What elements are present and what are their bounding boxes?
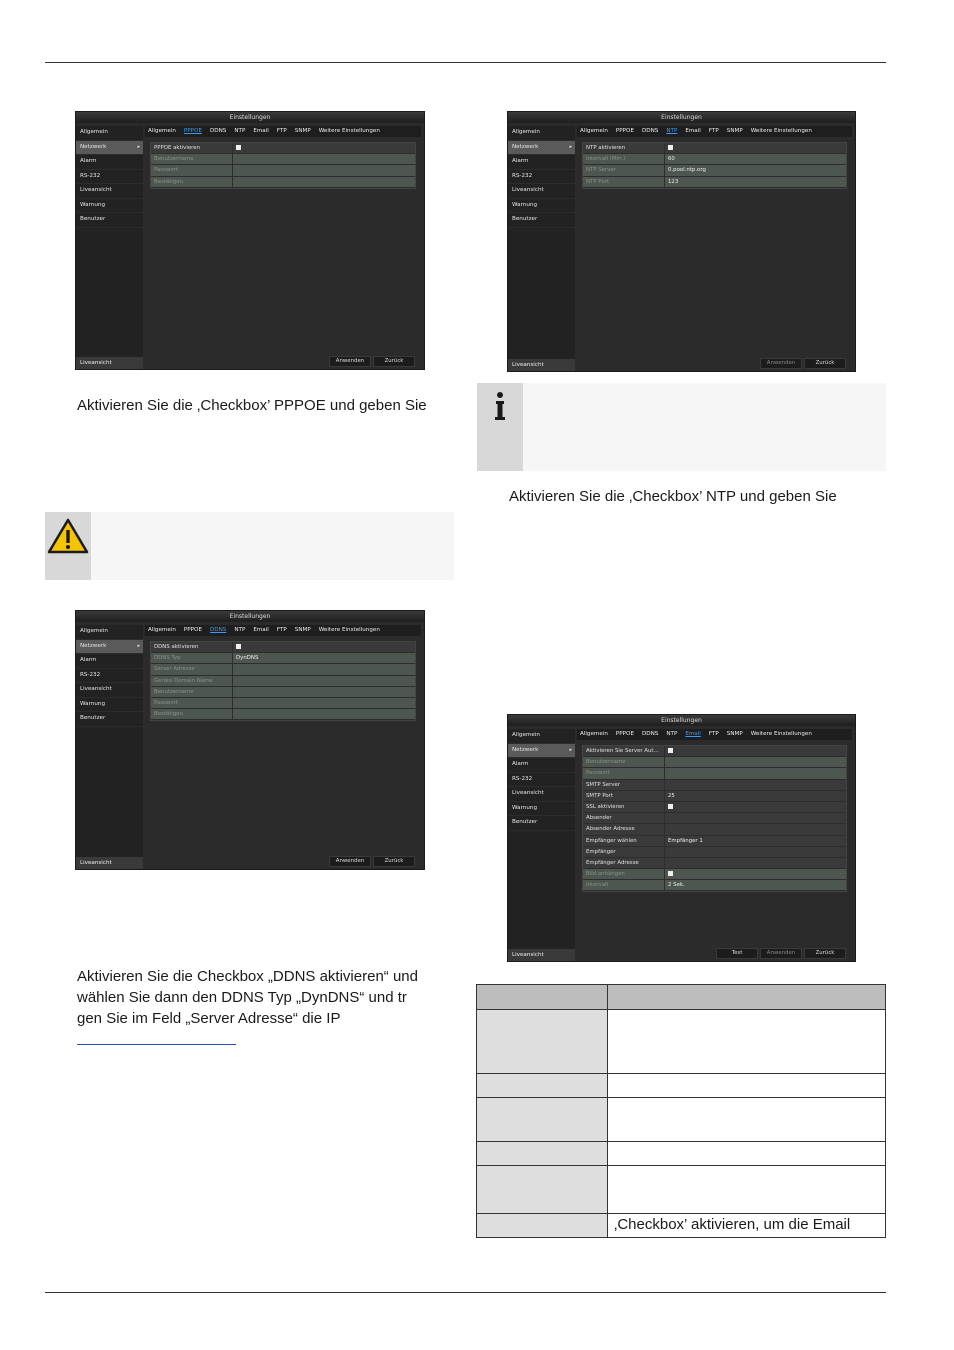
tab[interactable]: DDNS xyxy=(209,128,227,134)
row-label: Passwort xyxy=(151,698,233,708)
sidebar-item[interactable]: Alarm xyxy=(76,155,143,170)
row-label: Bestätigen xyxy=(151,177,233,187)
sidebar-item[interactable]: RS-232 xyxy=(76,170,143,185)
settings-row xyxy=(151,165,415,176)
tab[interactable]: Allgemein xyxy=(580,731,608,737)
row-label: NTP Port xyxy=(583,177,665,187)
row-value[interactable] xyxy=(665,802,846,812)
bottom-rule xyxy=(45,1292,886,1293)
action-button[interactable]: Test xyxy=(716,948,758,959)
settings-row xyxy=(151,653,415,664)
settings-row xyxy=(583,836,846,847)
window-title: Einstellungen xyxy=(76,112,424,123)
row-value[interactable]: DynDNS xyxy=(236,655,259,662)
row-value[interactable] xyxy=(233,143,415,153)
tab[interactable]: Weitere Einstellungen xyxy=(750,128,812,134)
settings-row xyxy=(583,154,846,165)
button-group xyxy=(760,358,846,369)
sidebar-item[interactable]: Allgemein xyxy=(508,729,575,744)
sidebar-item[interactable]: Benutzer xyxy=(508,816,575,831)
settings-row xyxy=(583,813,846,824)
table-row xyxy=(477,1098,886,1142)
row-value[interactable]: Empfänger 1 xyxy=(668,837,703,844)
table-cell xyxy=(477,1074,608,1098)
action-button[interactable]: Anwenden xyxy=(329,856,371,867)
sidebar-item[interactable]: Netzwerk ▸ xyxy=(508,141,575,156)
sidebar-item[interactable]: Netzwerk ▸ xyxy=(76,640,143,655)
table-cell xyxy=(477,1142,608,1166)
action-button[interactable]: Anwenden xyxy=(760,358,802,369)
table-row xyxy=(477,1074,886,1098)
sidebar-item[interactable]: Alarm xyxy=(508,758,575,773)
settings-table xyxy=(476,984,886,1238)
sidebar-item[interactable]: Netzwerk ▸ xyxy=(508,744,575,759)
sidebar-footer-liveansicht[interactable]: Liveansicht xyxy=(508,359,575,371)
tab[interactable]: SNMP xyxy=(294,627,311,633)
settings-row xyxy=(583,858,846,869)
tab[interactable]: DDNS xyxy=(641,128,659,134)
settings-row xyxy=(583,780,846,791)
row-value[interactable] xyxy=(665,813,846,823)
sidebar-item[interactable]: Liveansicht xyxy=(76,184,143,199)
settings-row xyxy=(151,676,415,687)
row-value[interactable] xyxy=(665,768,846,778)
row-label: DDNS aktivieren xyxy=(151,642,233,652)
tab[interactable]: Email xyxy=(253,128,269,134)
settings-panel xyxy=(577,729,852,961)
tab[interactable]: SNMP xyxy=(726,731,743,737)
sidebar-item[interactable]: Liveansicht xyxy=(76,683,143,698)
tab[interactable]: Email xyxy=(253,627,269,633)
tab[interactable]: NTP xyxy=(666,128,678,134)
row-value[interactable]: 60 xyxy=(668,156,675,163)
row-label: Empfänger wählen xyxy=(583,836,665,846)
tab-bar xyxy=(577,729,852,740)
sidebar-item[interactable]: Benutzer xyxy=(76,712,143,727)
tab[interactable]: DDNS xyxy=(209,627,227,633)
settings-row xyxy=(583,824,846,835)
table-cell xyxy=(477,1214,608,1238)
row-value[interactable]: 123 xyxy=(668,178,679,185)
info-icon xyxy=(477,387,523,427)
button-group xyxy=(329,856,415,867)
settings-rows xyxy=(582,745,847,892)
sidebar-item[interactable]: Allgemein xyxy=(76,625,143,640)
settings-panel xyxy=(145,126,421,369)
sidebar-item[interactable]: Liveansicht xyxy=(508,787,575,802)
row-value[interactable] xyxy=(233,177,415,187)
ntp-settings-screenshot xyxy=(507,111,856,372)
settings-panel xyxy=(145,625,421,869)
sidebar-item[interactable]: Allgemein xyxy=(508,126,575,141)
row-value[interactable] xyxy=(665,858,846,868)
settings-panel xyxy=(577,126,852,371)
row-value[interactable] xyxy=(665,746,846,756)
tab[interactable]: NTP xyxy=(234,627,246,633)
tab[interactable]: PPPOE xyxy=(183,128,202,134)
table-cell xyxy=(477,1166,608,1214)
table-cell-last: ‚Checkbox’ aktivieren, um die Email xyxy=(608,1214,886,1238)
sidebar-item[interactable]: Netzwerk ▸ xyxy=(76,141,143,156)
row-label: Absender Adresse xyxy=(583,824,665,834)
row-label: Passwort xyxy=(583,768,665,778)
row-label: Empfänger xyxy=(583,847,665,857)
row-label: Benutzername xyxy=(151,154,233,164)
row-value[interactable]: 0.pool.ntp.org xyxy=(668,167,706,174)
row-label: SMTP Port xyxy=(583,791,665,801)
checkbox[interactable] xyxy=(668,804,673,809)
top-rule xyxy=(45,62,886,63)
sidebar-item[interactable]: Benutzer xyxy=(508,213,575,228)
checkbox[interactable] xyxy=(668,748,673,753)
settings-row xyxy=(151,687,415,698)
action-button[interactable]: Anwenden xyxy=(329,356,371,367)
warning-note xyxy=(45,512,454,580)
row-label: SMTP Server xyxy=(583,780,665,790)
sidebar-item[interactable]: Alarm xyxy=(508,155,575,170)
sidebar-footer-liveansicht[interactable]: Liveansicht xyxy=(76,357,143,369)
settings-row xyxy=(583,791,846,802)
row-label: DDNS Typ xyxy=(151,653,233,663)
sidebar-item[interactable]: Warnung xyxy=(76,698,143,713)
sidebar-item[interactable]: RS-232 xyxy=(76,669,143,684)
row-label: Bild anhängen xyxy=(583,869,665,879)
tab-bar xyxy=(145,625,421,636)
table-header-cell xyxy=(477,985,608,1010)
sidebar-item[interactable]: RS-232 xyxy=(508,170,575,185)
table-cell xyxy=(608,1166,886,1214)
row-value[interactable] xyxy=(233,687,415,697)
tab[interactable]: Email xyxy=(685,731,701,737)
row-label: Benutzername xyxy=(583,757,665,767)
window-title: Einstellungen xyxy=(508,715,855,726)
button-group xyxy=(716,948,846,959)
tab-bar xyxy=(577,126,852,137)
settings-row xyxy=(151,709,415,720)
settings-rows xyxy=(582,142,847,189)
tab[interactable]: PPPOE xyxy=(183,627,202,633)
row-label: Passwort xyxy=(151,165,233,175)
settings-row xyxy=(583,847,846,858)
tab[interactable]: Allgemein xyxy=(148,128,176,134)
settings-row xyxy=(583,746,846,757)
ddns-instruction-line2: wählen Sie dann den DDNS Typ „DynDNS“ und tr xyxy=(77,989,407,1006)
row-label: Server Adresse xyxy=(151,664,233,674)
row-label: Absender xyxy=(583,813,665,823)
sidebar-item[interactable]: Alarm xyxy=(76,654,143,669)
link-underline[interactable] xyxy=(77,1044,236,1045)
tab[interactable]: PPPOE xyxy=(615,731,634,737)
warning-icon xyxy=(45,516,91,556)
sidebar xyxy=(76,126,143,369)
table-cell xyxy=(608,1074,886,1098)
tab[interactable]: Weitere Einstellungen xyxy=(318,128,380,134)
tab[interactable]: NTP xyxy=(234,128,246,134)
tab[interactable]: Allgemein xyxy=(580,128,608,134)
settings-row xyxy=(583,165,846,176)
action-button[interactable]: Zurück xyxy=(373,856,415,867)
table-header-row xyxy=(477,985,886,1010)
row-label: NTP Server xyxy=(583,165,665,175)
table-header-cell xyxy=(608,985,886,1010)
sidebar-footer-liveansicht[interactable]: Liveansicht xyxy=(508,949,575,961)
table-cell xyxy=(608,1010,886,1074)
info-note xyxy=(477,383,886,471)
table-row xyxy=(477,1214,886,1238)
row-label: Bestätigen xyxy=(151,709,233,719)
sidebar-footer-liveansicht[interactable]: Liveansicht xyxy=(76,857,143,869)
row-value[interactable]: 25 xyxy=(668,792,675,799)
settings-rows xyxy=(150,641,416,721)
settings-row xyxy=(583,177,846,188)
settings-row xyxy=(583,802,846,813)
settings-row xyxy=(151,177,415,188)
tab[interactable]: Email xyxy=(685,128,701,134)
row-value[interactable] xyxy=(233,165,415,175)
table-cell xyxy=(477,1010,608,1074)
ddns-settings-screenshot xyxy=(75,610,425,870)
row-label: NTP aktivieren xyxy=(583,143,665,153)
row-label: Intervall (Min.) xyxy=(583,154,665,164)
checkbox[interactable] xyxy=(236,145,241,150)
checkbox[interactable] xyxy=(668,871,673,876)
row-value[interactable] xyxy=(233,709,415,719)
settings-row xyxy=(151,642,415,653)
row-label: Aktivieren Sie Server Aut... xyxy=(583,746,665,756)
sidebar-item[interactable]: RS-232 xyxy=(508,773,575,788)
row-label: Empfänger Adresse xyxy=(583,858,665,868)
row-value[interactable] xyxy=(665,824,846,834)
tab[interactable]: PPPOE xyxy=(615,128,634,134)
action-button[interactable]: Zurück xyxy=(804,358,846,369)
row-label: Benutzername xyxy=(151,687,233,697)
tab[interactable]: FTP xyxy=(276,128,287,134)
tab[interactable]: FTP xyxy=(708,731,719,737)
tab[interactable]: Allgemein xyxy=(148,627,176,633)
button-group xyxy=(329,356,415,367)
settings-rows xyxy=(150,142,416,189)
settings-row xyxy=(583,768,846,779)
row-label: SSL aktivieren xyxy=(583,802,665,812)
sidebar-item[interactable]: Warnung xyxy=(508,199,575,214)
settings-row xyxy=(583,757,846,768)
tab-bar xyxy=(145,126,421,137)
table-cell xyxy=(608,1142,886,1166)
row-value[interactable] xyxy=(665,847,846,857)
info-icon-box xyxy=(477,383,523,471)
table-row xyxy=(477,1142,886,1166)
table-cell xyxy=(608,1098,886,1142)
row-label: PPPOE aktivieren xyxy=(151,143,233,153)
table-row xyxy=(477,1166,886,1214)
checkbox[interactable] xyxy=(668,145,673,150)
checkbox[interactable] xyxy=(236,644,241,649)
action-button[interactable]: Zurück xyxy=(804,948,846,959)
table-cell xyxy=(477,1098,608,1142)
row-value[interactable]: 2 Sek. xyxy=(668,882,685,889)
settings-row xyxy=(583,869,846,880)
row-value[interactable] xyxy=(233,154,415,164)
tab[interactable]: FTP xyxy=(276,627,287,633)
pppoe-settings-screenshot xyxy=(75,111,425,370)
tab[interactable]: NTP xyxy=(666,731,678,737)
action-button[interactable]: Zurück xyxy=(373,356,415,367)
table-row xyxy=(477,1010,886,1074)
sidebar-item[interactable]: Benutzer xyxy=(76,213,143,228)
sidebar-item[interactable]: Warnung xyxy=(76,199,143,214)
row-value[interactable] xyxy=(233,664,415,674)
tab[interactable]: SNMP xyxy=(726,128,743,134)
action-button[interactable]: Anwenden xyxy=(760,948,802,959)
ntp-instruction: Aktivieren Sie die ‚Checkbox’ NTP und geben Sie xyxy=(509,488,837,505)
window-title: Einstellungen xyxy=(76,611,424,622)
window-title: Einstellungen xyxy=(508,112,855,123)
tab[interactable]: DDNS xyxy=(641,731,659,737)
ddns-instruction-line3: gen Sie im Feld „Server Adresse“ die IP xyxy=(77,1010,341,1027)
row-value[interactable] xyxy=(665,757,846,767)
row-label: Intervall xyxy=(583,880,665,890)
sidebar xyxy=(508,729,575,961)
row-value[interactable] xyxy=(665,143,846,153)
settings-row xyxy=(151,698,415,709)
sidebar xyxy=(76,625,143,869)
row-value[interactable] xyxy=(233,698,415,708)
row-value[interactable] xyxy=(665,869,846,879)
settings-row xyxy=(583,143,846,154)
tab[interactable]: Weitere Einstellungen xyxy=(318,627,380,633)
settings-row xyxy=(583,880,846,891)
tab[interactable]: FTP xyxy=(708,128,719,134)
row-value[interactable] xyxy=(233,676,415,686)
pppoe-instruction: Aktivieren Sie die ‚Checkbox’ PPPOE und geben Sie xyxy=(77,397,427,414)
email-settings-screenshot xyxy=(507,714,856,962)
sidebar-item[interactable]: Allgemein xyxy=(76,126,143,141)
sidebar-item[interactable]: Warnung xyxy=(508,802,575,817)
row-value[interactable] xyxy=(233,642,415,652)
ddns-instruction-line1: Aktivieren Sie die Checkbox „DDNS aktivieren“ und xyxy=(77,968,418,985)
row-label: Geräte Domain Name xyxy=(151,676,233,686)
warning-icon-box xyxy=(45,512,91,580)
tab[interactable]: Weitere Einstellungen xyxy=(750,731,812,737)
row-value[interactable] xyxy=(665,780,846,790)
settings-row xyxy=(151,143,415,154)
settings-row xyxy=(151,154,415,165)
sidebar xyxy=(508,126,575,371)
sidebar-item[interactable]: Liveansicht xyxy=(508,184,575,199)
tab[interactable]: SNMP xyxy=(294,128,311,134)
settings-row xyxy=(151,664,415,675)
